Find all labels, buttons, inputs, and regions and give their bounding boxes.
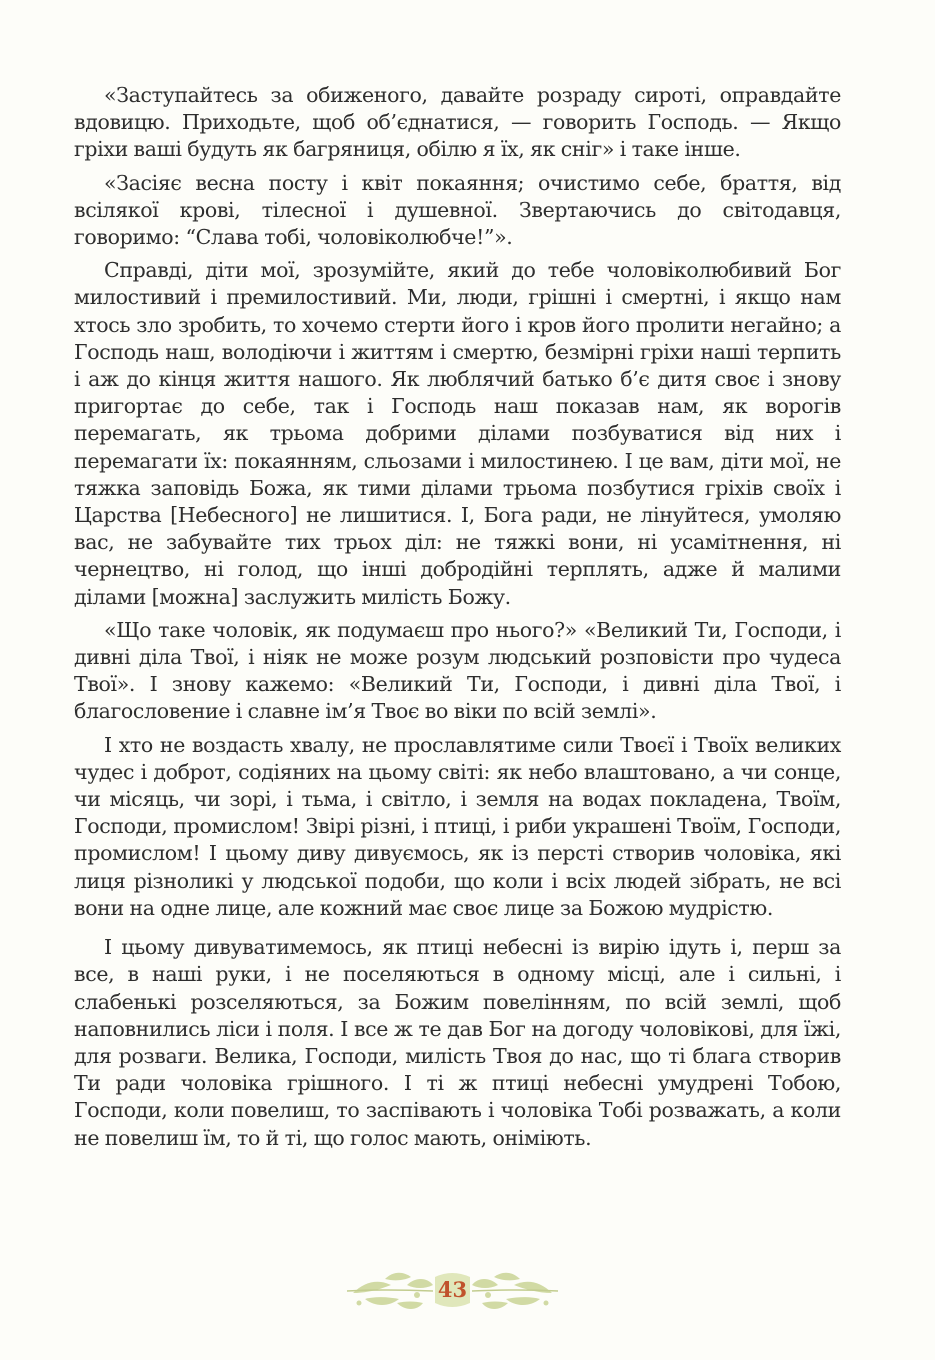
paragraph-5: І хто не воздасть хвалу, не прославлятиме сили Твоєї і Твоїх великих чудес і доброт, содіяних на цьому світі: як небо влаштовано, а чи сонце, чи місяць, чи зорі, і тьма, і світло, і земля на водах покладена, Твоїм, Господи, промислом! Звірі різні, і птиці, і риби украшені Твоїм, Господи, промислом! І цьому диву дивуємось, як із персті створив чоловіка, які лиця різноликі у людської подоби, що коли і всіх людей зібрать, не всі вони на одне лице, але кожний має своє лице за Божою мудрістю. — [74, 732, 841, 920]
paragraph-6: І цьому дивуватимемось, як птиці небесні із вирію ідуть і, перш за все, в наші руки, і не поселяються в одному місці, але і сильні, і слабенькі розселяються, за Божим повелінням, по всій землі, щоб наповнились ліси і поля. І все ж те дав Бог на догоду чоловікові, для їжі, для розваги. Велика, Господи, милість Твоя до нас, що ті блага створив Ти ради чоловіка грішного. І ті ж птиці небесні умудрені Тобою, Господи, коли повелиш, то заспівають і чоловіка Тобі розважать, а коли не повелиш їм, то й ті, що голос мають, оніміють. — [74, 935, 841, 1150]
page-body — [74, 82, 841, 1152]
paragraph-4: «Що таке чоловік, як подумаєш про нього?» «Великий Ти, Господи, і дивні діла Твої, і ніяк не може розум людський розповісти про чудеса Твої». І знову кажемо: «Великий Ти, Господи, і дивні діла Твої, і благословение і славне ім’я Твоє во віки по всій землі». — [74, 617, 841, 724]
paragraph-3: Справді, діти мої, зрозумійте, який до тебе чоловіколюбивий Бог милостивий і премилостивий. Ми, люди, грішні і смертні, і якщо нам хтось зло зробить, то хочемо стерти його і кров його пролити негайно; а Господь наш, володіючи і життям і смертю, безмірні гріхи наші терпить і аж до кінця життя нашого. Як люблячий батько б’є дитя своє і знову пригортає до себе, так і Господь наш показав нам, як ворогів перемагать, як трьома добрими ділами позбуватися від них і перемагати їх: покаянням, сльозами і милостинею. І це вам, діти мої, не тяжка заповідь Божа, як тими ділами трьома позбутися гріхів своїх і Царства [Небесного] не лишитися. І, Бога ради, не лінуйтеся, умоляю вас, не забувайте тих трьох діл: не тяжкі вони, ні усамітнення, ні чернецтво, ні голод, що інші добродійні терплять, адже й малими ділами [можна] заслужить милість Божу. — [74, 258, 841, 609]
paragraph-2: «Засіяє весна посту і квіт покаяння; очистимо себе, браття, від всілякої крові, тілесної і душевної. Звертаючись до світодавця, говоримо: “Слава тобі, чоловіколюбче!”». — [74, 170, 841, 250]
paragraph-1: «Заступайтесь за обиженого, давайте розраду сироті, оправдайте вдовицю. Приходьте, щоб об’єднатися, — говорить Господь. — Якщо гріхи ваші будуть як багряниця, обілю я їх, як сніг» і таке інше. — [74, 83, 841, 162]
page-number: 43 — [437, 1277, 468, 1302]
page-number-ornament — [345, 1263, 560, 1317]
